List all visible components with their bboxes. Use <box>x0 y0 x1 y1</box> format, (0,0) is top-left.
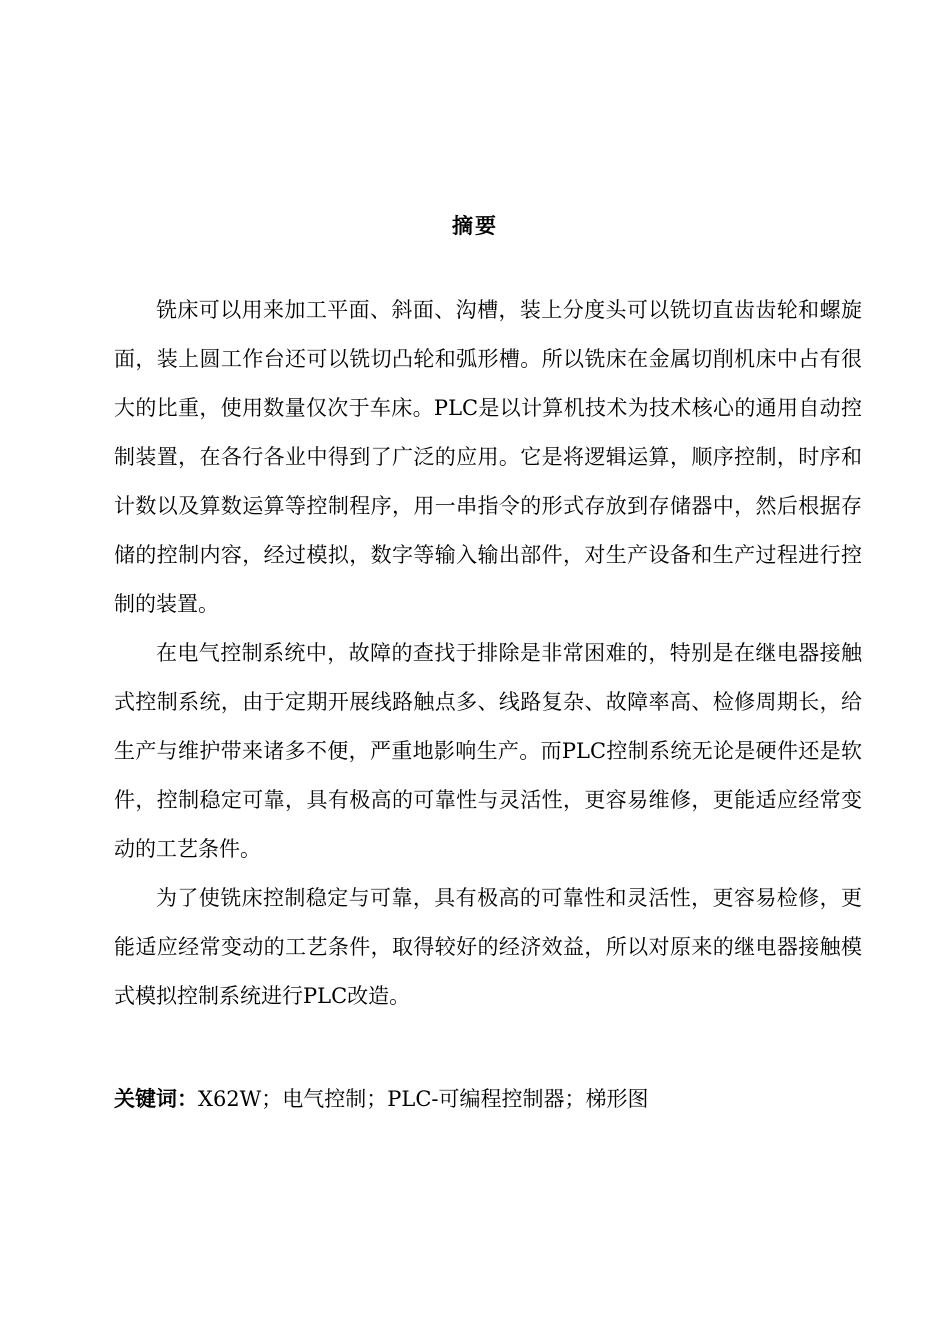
abstract-paragraph-2: 在电气控制系统中，故障的查找于排除是非常困难的，特别是在继电器接触式控制系统，由于定期开展线路触点多、线路复杂、故障率高、检修周期长，给生产与维护带来诸多不便，严重地影响生产。而PLC控制系统无论是硬件还是软件，控制稳定可靠，具有极高的可靠性与灵活性，更容易维修，更能适应经常变动的工艺条件。 <box>114 641 862 861</box>
abstract-title: 摘要 <box>452 213 498 238</box>
keywords-label: 关键词： <box>114 1086 198 1111</box>
keywords-line <box>114 1081 862 1117</box>
keywords-text: X62W；电气控制；PLC-可编程控制器；梯形图 <box>198 1087 649 1111</box>
abstract-paragraph-3: 为了使铣床控制稳定与可靠，具有极高的可靠性和灵活性，更容易检修，更能适应经常变动的工艺条件，取得较好的经济效益，所以对原来的继电器接触模式模拟控制系统进行PLC改造。 <box>114 886 862 1008</box>
abstract-body <box>114 286 862 1021</box>
abstract-paragraph-1: 铣床可以用来加工平面、斜面、沟槽，装上分度头可以铣切直齿齿轮和螺旋面，装上圆工作台还可以铣切凸轮和弧形槽。所以铣床在金属切削机床中占有很大的比重，使用数量仅次于车床。PLC是以计算机技术为技术核心的通用自动控制装置，在各行各业中得到了广泛的应用。它是将逻辑运算，顺序控制，时序和计数以及算数运算等控制程序，用一串指令的形式存放到存储器中，然后根据存储的控制内容，经过模拟，数字等输入输出部件，对生产设备和生产过程进行控制的装置。 <box>114 298 862 616</box>
